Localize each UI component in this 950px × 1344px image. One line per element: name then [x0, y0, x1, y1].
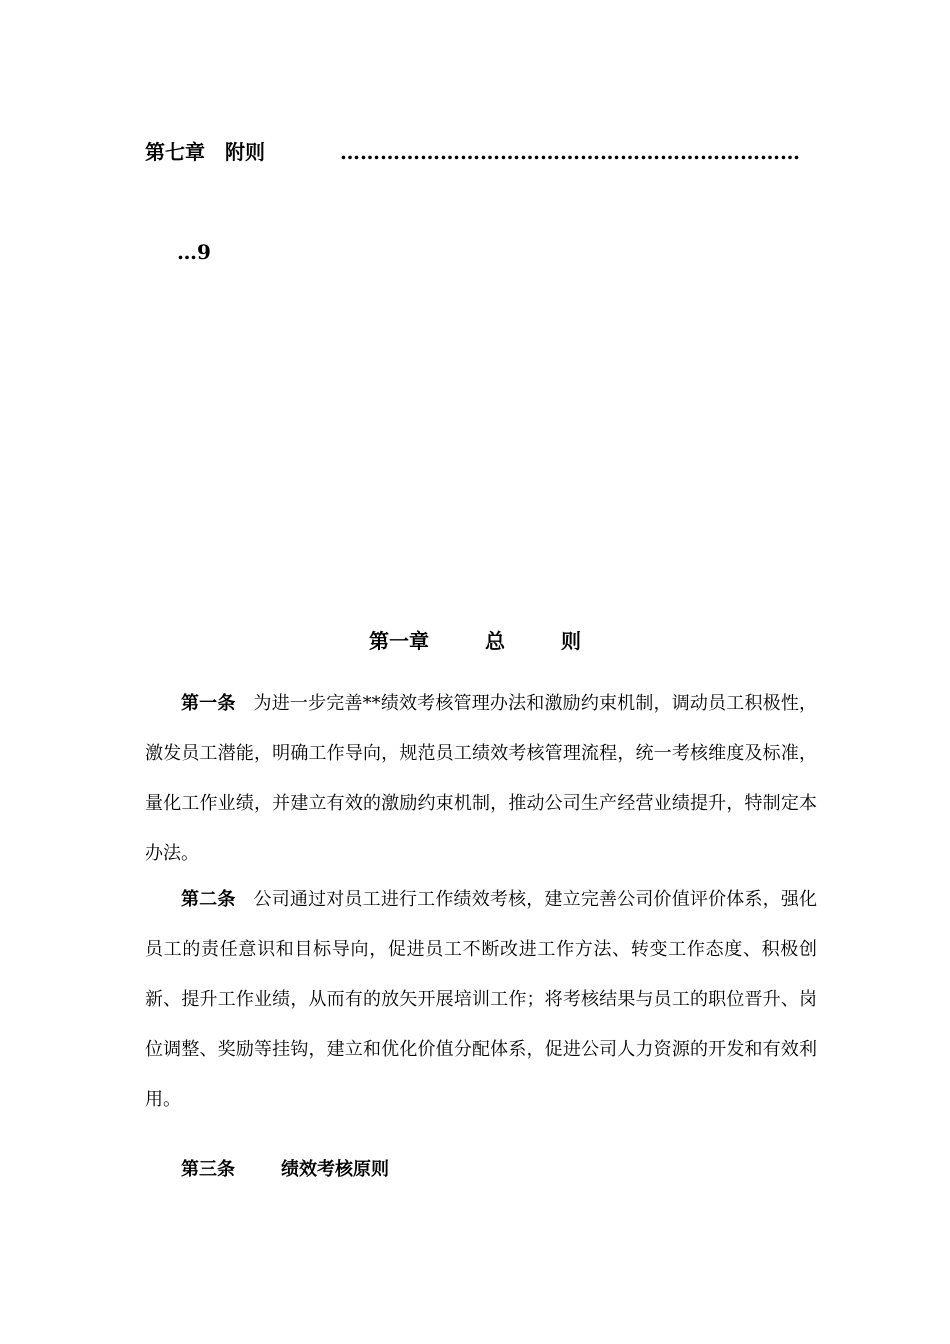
article-3-label: 第三条 [181, 1159, 235, 1180]
article-1-paragraph [145, 679, 817, 879]
toc-entry-chapter-7[interactable] [145, 136, 815, 168]
toc-chapter-label: 第七章 附则 [145, 140, 265, 164]
chapter-title-number: 第一章 [369, 629, 429, 653]
chapter-title-word-1: 总 [485, 629, 505, 653]
article-1-text: 为进一步完善**绩效考核管理办法和激励约束机制，调动员工积极性，激发员工潜能，明确工作导向，规范员工绩效考核管理流程，统一考核维度及标准，量化工作业绩，并建立有效的激励约束机制，推动公司生产经营业绩提升，特制定本办法。 [145, 693, 817, 864]
toc-leader-dots: …………………………………………………………… [340, 140, 800, 164]
chapter-title-word-2: 则 [561, 629, 581, 653]
toc-page-number: …9 [177, 240, 211, 264]
article-1-label: 第一条 [181, 693, 236, 714]
article-3-heading [181, 1152, 389, 1188]
article-3-title: 绩效考核原则 [281, 1159, 389, 1180]
article-2-label: 第二条 [181, 889, 236, 910]
chapter-title [0, 624, 950, 658]
article-2-text: 公司通过对员工进行工作绩效考核，建立完善公司价值评价体系，强化员工的责任意识和目标导向，促进员工不断改进工作方法、转变工作态度、积极创新、提升工作业绩，从而有的放矢开展培训工作；将考核结果与员工的职位晋升、岗位调整、奖励等挂钩，建立和优化价值分配体系，促进公司人力资源的开发和有效利用。 [145, 889, 817, 1110]
article-2-paragraph [145, 875, 817, 1125]
